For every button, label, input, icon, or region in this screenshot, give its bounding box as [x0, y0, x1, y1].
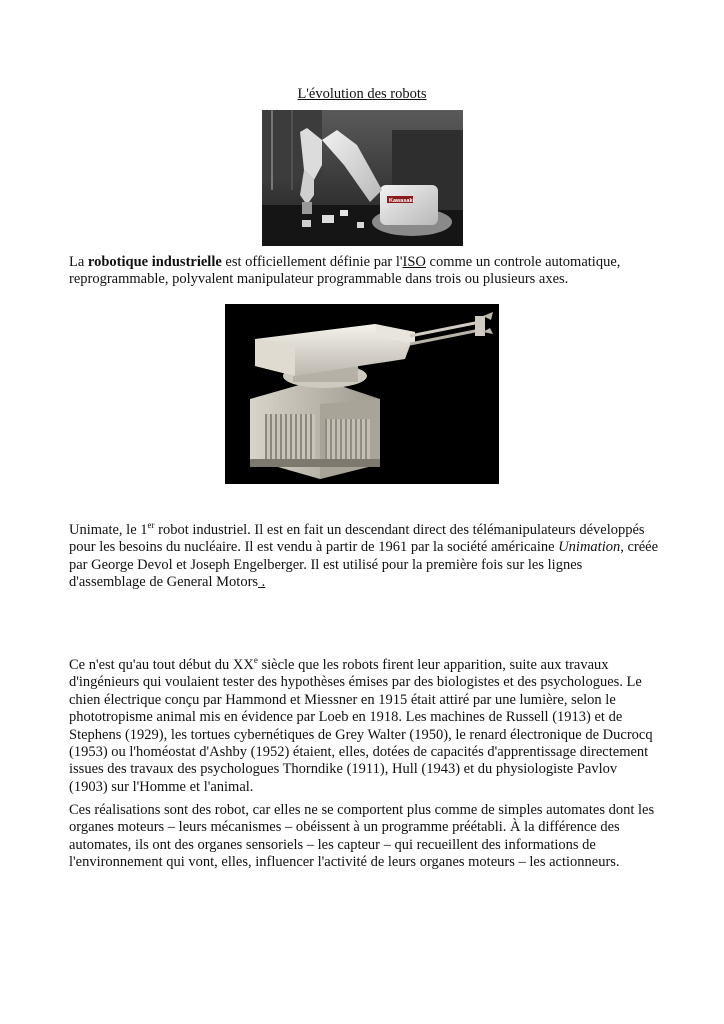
robot-logo: Kawasaki — [389, 198, 415, 204]
paragraph-unimate: Unimate, le 1er robot industriel. Il est en fait un descendant direct des télémanipulateurs développés pour les besoins du nucléaire. Il est vendu à partir de 1961 par la société américaine Unimation, créée par George Devol et Joseph Engelberger. Il est utilisé pour la première fois sur les lignes d'assemblage de General Motors . — [69, 520, 659, 591]
iso-link[interactable]: ISO — [402, 254, 426, 270]
paragraph-robot-vs-automate: Ces réalisations sont des robot, car elles ne se comportent plus comme de simples automates dont les organes moteurs – leurs mécanismes – obéissent à un programme préétabli. À la différence des automates, ils ont des organes sensoriels – les capteur – qui recueillent des informations de l'environnement qui vont, elles, influencer l'activité de leurs organes moteurs – les actionneurs. — [69, 802, 655, 871]
italic-term: Unimation — [558, 539, 621, 556]
page-title: L'évolution des robots — [297, 86, 427, 102]
unimate-robot-photo — [225, 304, 499, 484]
bold-term: robotique industrielle — [87, 254, 222, 270]
paragraph-iso-definition: La robotique industrielle est officiellement définie par l'ISO comme un controle automatique, reprogrammable, polyvalent manipulateur programmable dans trois ou plusieurs axes. — [69, 254, 621, 288]
paragraph-history: Ce n'est qu'au tout début du XXe siècle que les robots firent leur apparition, suite aux travaux d'ingénieurs qui voulaient tester des hypothèses émises par des biologistes et des psychologues. Le chien électrique conçu par Hammond et Miessner en 1915 était attiré par une lumière, selon le phototropisme animal mis en évidence par Loeb en 1918. Les machines de Russell (1913) et de Stephens (1929), les tortues cybernétiques de Grey Walter (1950), le renard électronique de Ducrocq (1953) ou l'homéostat d'Ashby (1952) étaient, elles, dotées de capacités d'apprentissage directement issues des travaux des psychologues Thorndike (1911), Hull (1943) et du physiologiste Pavlov (1903) sur l'Homme et l'animal. — [69, 655, 653, 795]
industrial-robot-photo — [262, 110, 463, 246]
